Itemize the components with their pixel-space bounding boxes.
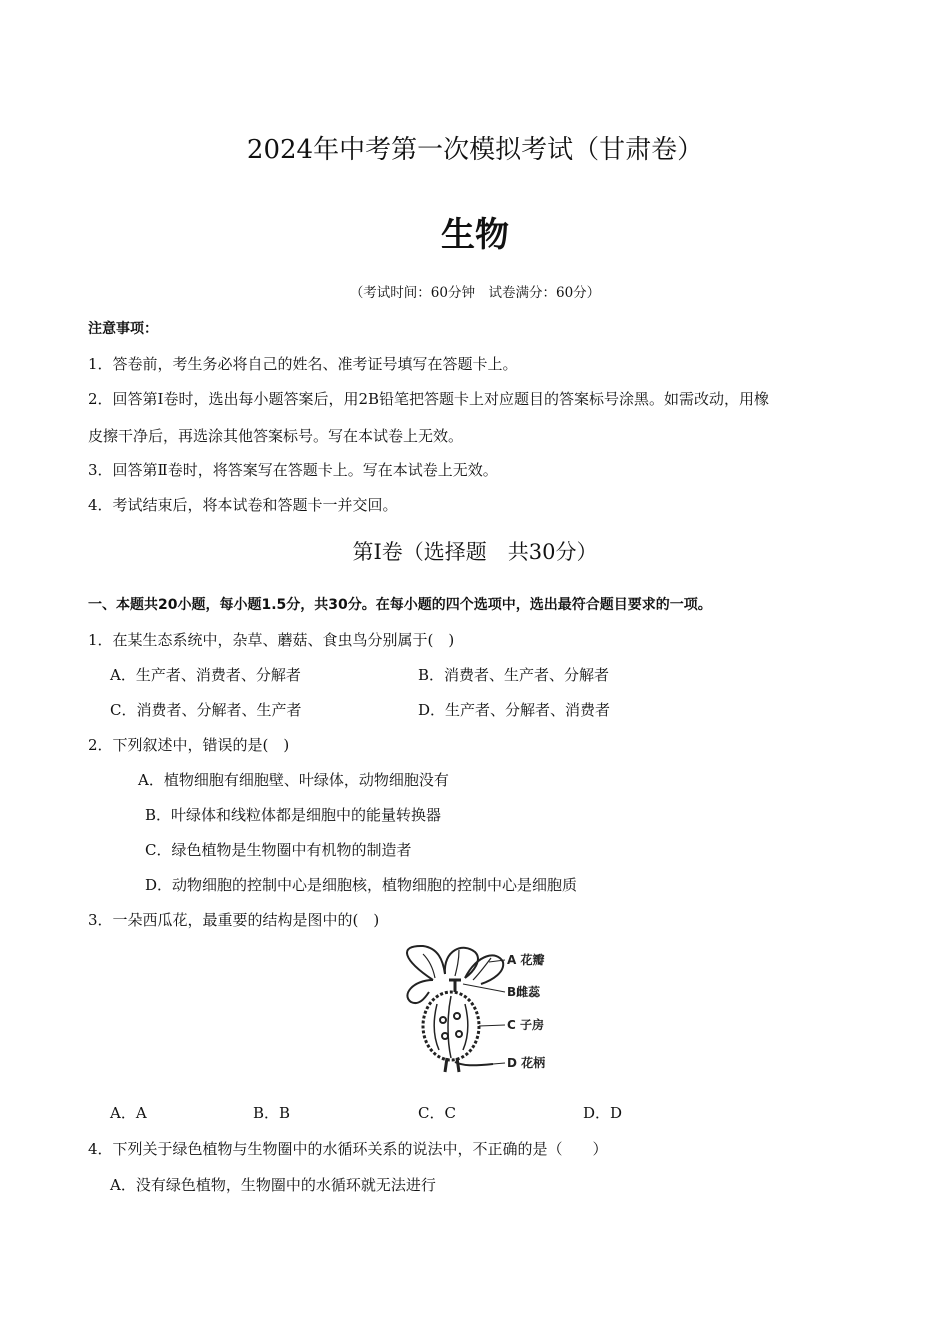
option-b: B．消费者、生产者、分解者 (418, 666, 610, 684)
question-stem: 1．在某生态系统中，杂草、蘑菇、食虫鸟分别属于( ) (88, 631, 455, 649)
exam-meta: （考试时间：60分钟 试卷满分：60分） (349, 285, 601, 301)
option-d: D．D (583, 1104, 623, 1122)
notice-item: 3．回答第Ⅱ卷时，将答案写在答题卡上。写在本试卷上无效。 (88, 461, 498, 479)
notice-item: 皮擦干净后，再选涂其他答案标号。写在本试卷上无效。 (88, 427, 464, 445)
option-d: D．动物细胞的控制中心是细胞核，植物细胞的控制中心是细胞质 (145, 876, 578, 894)
subject-title: 生物 (441, 215, 509, 255)
ovary-shape (423, 992, 479, 1060)
figure-label-d: D 花柄 (507, 1056, 546, 1070)
section-title: 第Ⅰ卷（选择题 共30分） (352, 540, 598, 564)
figure-label-c: C 子房 (507, 1018, 544, 1032)
exam-title: 2024年中考第一次模拟考试（甘肃卷） (246, 135, 704, 165)
notice-item: 2．回答第Ⅰ卷时，选出每小题答案后，用2B铅笔把答题卡上对应题目的答案标号涂黑。如需改动，用橡 (88, 390, 770, 408)
option-a: A．A (110, 1104, 147, 1122)
option-b: B．叶绿体和线粒体都是细胞中的能量转换器 (145, 806, 442, 824)
notice-item: 4．考试结束后，将本试卷和答题卡一并交回。 (88, 496, 398, 514)
question-stem: 4．下列关于绿色植物与生物圈中的水循环关系的说法中，不正确的是（ ） (88, 1140, 608, 1158)
option-a: A．生产者、消费者、分解者 (110, 666, 301, 684)
option-a: A．植物细胞有细胞壁、叶绿体，动物细胞没有 (138, 771, 449, 789)
option-d: D．生产者、分解者、消费者 (418, 701, 611, 719)
option-c: C．消费者、分解者、生产者 (110, 701, 302, 719)
option-c: C．绿色植物是生物圈中有机物的制造者 (145, 841, 412, 859)
notice-heading: 注意事项： (88, 321, 158, 337)
petal-shape (445, 948, 478, 978)
notice-item: 1．答卷前，考生务必将自己的姓名、准考证号填写在答题卡上。 (88, 355, 518, 373)
section-instruction: 一、本题共20小题，每小题1.5分，共30分。在每小题的四个选项中，选出最符合题目要求的一项。 (88, 597, 712, 613)
pistil-shape (449, 980, 461, 992)
option-c: C．C (418, 1104, 456, 1122)
option-a: A．没有绿色植物，生物圈中的水循环就无法进行 (110, 1176, 436, 1194)
petal-shape (407, 980, 433, 1003)
petal-shape (407, 946, 445, 980)
figure-label-a: A 花瓣 (507, 953, 545, 967)
petal-shape (465, 955, 503, 984)
figure-label-b: B雌蕊 (507, 985, 541, 999)
watermelon-flower-figure (393, 940, 563, 1080)
question-stem: 2．下列叙述中，错误的是( ) (88, 736, 290, 754)
option-b: B．B (253, 1104, 291, 1122)
question-stem: 3．一朵西瓜花，最重要的结构是图中的( ) (88, 911, 380, 929)
